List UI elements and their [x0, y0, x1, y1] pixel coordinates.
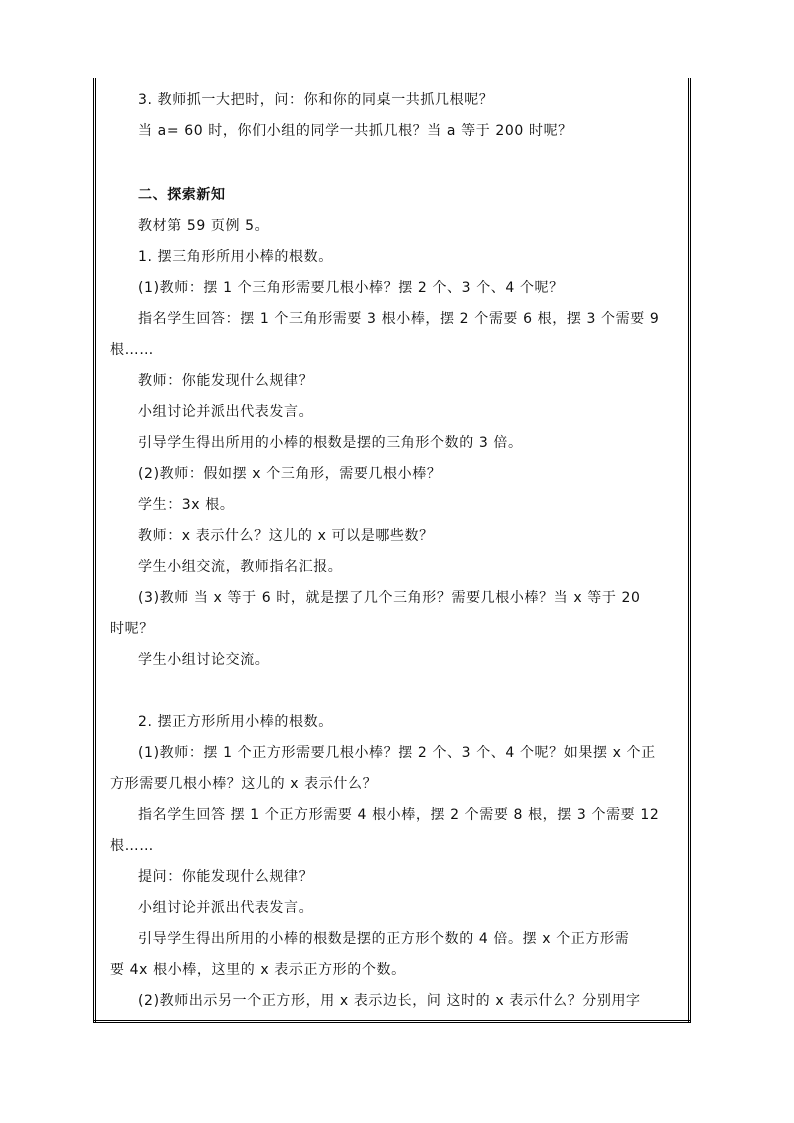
text-line: 提问：你能发现什么规律？ — [138, 869, 314, 885]
text-line: 教材第 59 页例 5。 — [138, 218, 270, 234]
text-line: 根…… — [110, 838, 154, 854]
text-line: 指名学生回答 摆 1 个正方形需要 4 根小棒，摆 2 个需要 8 根，摆 3 个需要 12 — [138, 807, 660, 823]
text-line: (2)教师出示另一个正方形，用 x 表示边长，问 这时的 x 表示什么？分别用字 — [138, 993, 641, 1009]
table-border-right — [688, 78, 691, 1023]
table-cell-frame — [93, 78, 691, 1023]
text-line: 引导学生得出所用的小棒的根数是摆的三角形个数的 3 倍。 — [138, 435, 523, 451]
text-line: 当 a= 60 时，你们小组的同学一共抓几根？当 a 等于 200 时呢？ — [138, 123, 573, 139]
text-line: 学生小组讨论交流。 — [138, 652, 270, 668]
text-line: 引导学生得出所用的小棒的根数是摆的正方形个数的 4 倍。摆 x 个正方形需 — [138, 931, 630, 947]
text-line: 根…… — [110, 342, 154, 358]
table-border-left — [93, 78, 96, 1023]
text-line: 要 4x 根小棒，这里的 x 表示正方形的个数。 — [110, 962, 406, 978]
text-line: 时呢？ — [110, 621, 154, 637]
text-line: 学生小组交流，教师指名汇报。 — [138, 559, 343, 575]
subsection-heading: 1. 摆三角形所用小棒的根数。 — [138, 249, 333, 265]
text-line: 小组讨论并派出代表发言。 — [138, 900, 314, 916]
section-heading: 二、探索新知 — [138, 187, 226, 203]
table-border-bottom — [93, 1020, 691, 1023]
text-line: 学生：3x 根。 — [138, 497, 235, 513]
text-line: (1)教师：摆 1 个三角形需要几根小棒？摆 2 个、3 个、4 个呢？ — [138, 280, 564, 296]
subsection-heading: 2. 摆正方形所用小棒的根数。 — [138, 714, 333, 730]
text-line: (1)教师：摆 1 个正方形需要几根小棒？摆 2 个、3 个、4 个呢？如果摆 x 个正 — [138, 745, 656, 761]
text-line: (2)教师：假如摆 x 个三角形，需要几根小棒？ — [138, 466, 442, 482]
text-line: 小组讨论并派出代表发言。 — [138, 404, 314, 420]
text-line: (3)教师 当 x 等于 6 时，就是摆了几个三角形？需要几根小棒？当 x 等于 20 — [138, 590, 641, 606]
text-line: 3. 教师抓一大把时，问：你和你的同桌一共抓几根呢？ — [138, 92, 494, 108]
text-line: 教师：你能发现什么规律？ — [138, 373, 314, 389]
text-line: 方形需要几根小棒？这儿的 x 表示什么？ — [110, 776, 378, 792]
text-line: 指名学生回答：摆 1 个三角形需要 3 根小棒，摆 2 个需要 6 根，摆 3 个需要 9 — [138, 311, 660, 327]
text-line: 教师：x 表示什么？这儿的 x 可以是哪些数？ — [138, 528, 434, 544]
